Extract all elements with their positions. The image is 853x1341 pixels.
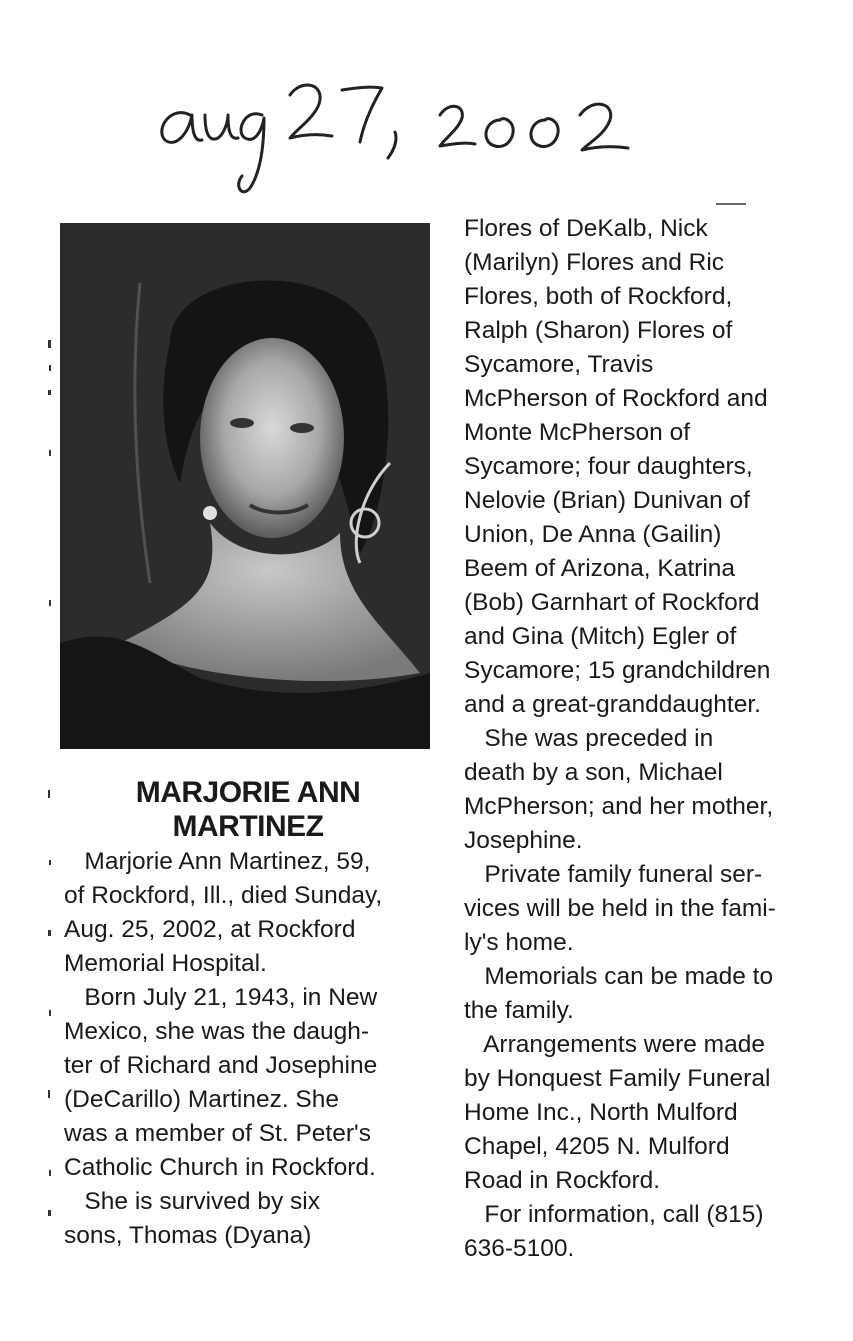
text-line: Arrangements were made — [464, 1031, 765, 1058]
text-line: by Honquest Family Funeral — [464, 1065, 771, 1092]
text-line: Nelovie (Brian) Dunivan of — [464, 487, 750, 514]
left-column-text — [64, 845, 444, 1253]
text-line: Union, De Anna (Gailin) — [464, 521, 722, 548]
text-line: Memorials can be made to — [464, 963, 774, 990]
text-line: (DeCarillo) Martinez. She — [64, 1086, 340, 1113]
headline-line-2: MARTINEZ — [172, 810, 324, 843]
text-line: (Marilyn) Flores and Ric — [464, 249, 725, 276]
headline-line-1: MARJORIE ANN — [135, 776, 361, 809]
text-line: Aug. 25, 2002, at Rockford — [64, 916, 356, 943]
column-rule — [716, 203, 746, 205]
text-line: Road in Rockford. — [464, 1167, 661, 1194]
text-line: Sycamore, Travis — [464, 351, 654, 378]
text-line: She is survived by six — [64, 1188, 320, 1215]
text-line: was a member of St. Peter's — [64, 1120, 371, 1147]
scan-edge-marks — [40, 330, 60, 1230]
text-line: Memorial Hospital. — [64, 950, 267, 977]
text-line: Marjorie Ann Martinez, 59, — [64, 848, 371, 875]
text-line: McPherson of Rockford and — [464, 385, 768, 412]
text-line: Ralph (Sharon) Flores of — [464, 317, 733, 344]
text-line: Born July 21, 1943, in New — [64, 984, 378, 1011]
text-line: 636-5100. — [464, 1235, 575, 1262]
text-line: Sycamore; 15 grandchildren — [464, 657, 771, 684]
text-line: ter of Richard and Josephine — [64, 1052, 378, 1079]
text-line: of Rockford, Ill., died Sunday, — [64, 882, 383, 909]
text-line: For information, call (815) — [464, 1201, 764, 1228]
text-line: ly's home. — [464, 929, 574, 956]
text-line: the family. — [464, 997, 574, 1024]
text-line: death by a son, Michael — [464, 759, 723, 786]
handwritten-date — [150, 60, 670, 200]
text-line: Monte McPherson of — [464, 419, 691, 446]
text-line: She was preceded in — [464, 725, 714, 752]
text-line: Beem of Arizona, Katrina — [464, 555, 736, 582]
text-line: vices will be held in the fami- — [464, 895, 776, 922]
obituary-headline — [60, 776, 436, 844]
text-line: Flores of DeKalb, Nick — [464, 215, 708, 242]
right-column-text — [464, 212, 844, 1266]
text-line: and Gina (Mitch) Egler of — [464, 623, 737, 650]
text-line: Private family funeral ser- — [464, 861, 763, 888]
text-line: Sycamore; four daughters, — [464, 453, 753, 480]
text-line: Flores, both of Rockford, — [464, 283, 733, 310]
text-line: sons, Thomas (Dyana) — [64, 1222, 312, 1249]
text-line: Chapel, 4205 N. Mulford — [464, 1133, 730, 1160]
text-line: Home Inc., North Mulford — [464, 1099, 738, 1126]
text-line: (Bob) Garnhart of Rockford — [464, 589, 760, 616]
text-line: McPherson; and her mother, — [464, 793, 774, 820]
text-line: Josephine. — [464, 827, 583, 854]
text-line: Catholic Church in Rockford. — [64, 1154, 376, 1181]
text-line: and a great-granddaughter. — [464, 691, 761, 718]
text-line: Mexico, she was the daugh- — [64, 1018, 370, 1045]
portrait-photo — [60, 223, 430, 749]
